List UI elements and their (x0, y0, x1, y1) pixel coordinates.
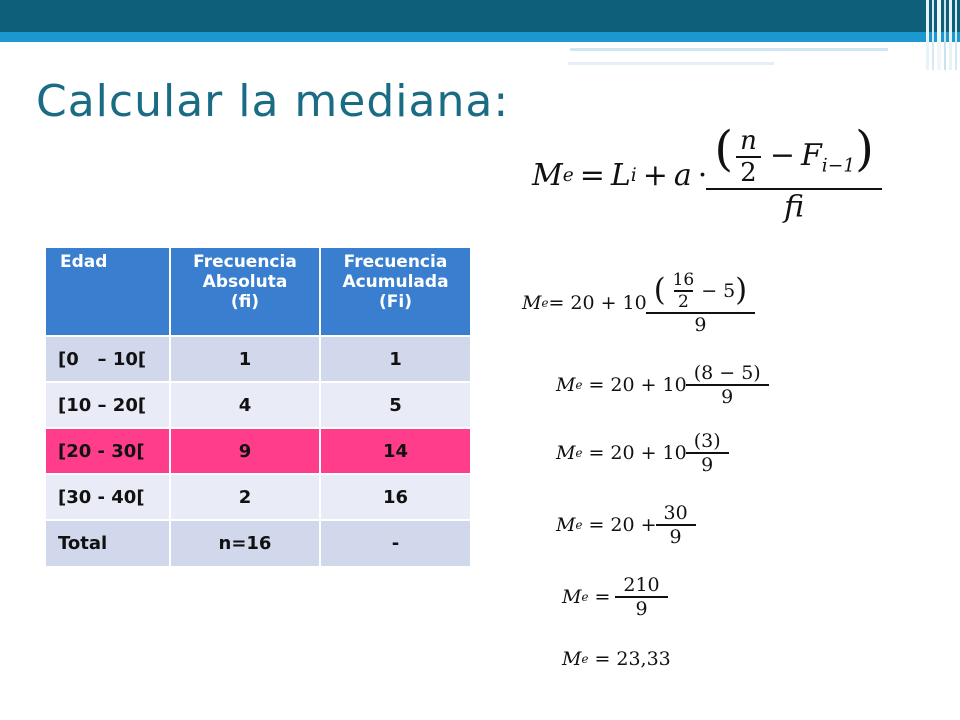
cell-fi: 4 (170, 382, 320, 428)
cell-Fi: 14 (320, 428, 471, 474)
cell-edad: [10 – 20[ (46, 382, 170, 428)
cell-edad: [30 - 40[ (46, 474, 170, 520)
frequency-table (46, 248, 472, 566)
formula-number: 16 (672, 270, 695, 290)
cell-Fi: 16 (320, 474, 471, 520)
formula-symbol: M (562, 586, 582, 608)
formula-denominator: 9 (656, 524, 696, 548)
formula-step-2 (556, 362, 768, 408)
formula-numerator: (8 − 5) (693, 362, 761, 384)
formula-fraction (619, 574, 663, 620)
cell-fi: 2 (170, 474, 320, 520)
formula-denominator: 9 (686, 452, 729, 476)
formula-operator: − (769, 138, 795, 173)
header-edad (46, 248, 170, 336)
formula-fraction (690, 362, 765, 408)
formula-text: 20 + 10 (570, 292, 647, 314)
table-row (46, 336, 471, 382)
formula-operator: = (588, 442, 605, 464)
formula-subscript: e (575, 446, 583, 460)
formula-subscript: i−1 (821, 155, 856, 177)
formula-step-5 (562, 574, 667, 620)
cell-Fi: 5 (320, 382, 471, 428)
formula-operator: · (697, 158, 708, 193)
formula-symbol: L (610, 158, 631, 193)
formula-denominator: fi (706, 188, 882, 225)
formula-step-1 (522, 270, 754, 336)
cell-edad: [20 - 30[ (46, 428, 170, 474)
header-text: Absoluta (202, 272, 288, 292)
slide-title: Calcular la mediana: (36, 76, 510, 127)
table-row-highlighted (46, 428, 471, 474)
formula-symbol: M (522, 292, 542, 314)
formula-subscript: e (575, 518, 583, 532)
formula-subscript: i (630, 165, 637, 186)
formula-text: 20 + (610, 514, 657, 536)
formula-subscript: e (581, 652, 589, 666)
cell-edad: Total (46, 520, 170, 566)
formula-text: 20 + 10 (610, 374, 687, 396)
table-row-total (46, 520, 471, 566)
cell-edad: [0 – 10[ (46, 336, 170, 382)
header-accent-line (570, 48, 888, 51)
header-frecuencia-acumulada (320, 248, 471, 336)
formula-numerator: ( $\frac{n}{2}$ − $F_{i-1}$) (714, 121, 874, 188)
formula-fraction (650, 270, 751, 336)
header-text: (fi) (230, 292, 260, 312)
formula-numerator: (3) (693, 430, 721, 452)
formula-subscript: e (562, 165, 574, 186)
median-result-value: 23,33 (616, 648, 671, 670)
formula-denominator: 9 (686, 384, 769, 408)
formula-step-4 (556, 502, 695, 548)
formula-operator: = (594, 586, 611, 608)
formula-subscript: e (541, 296, 549, 310)
table-row (46, 382, 471, 428)
header-frecuencia-absoluta (170, 248, 320, 336)
table-header-row (46, 248, 471, 336)
formula-symbol: M (532, 158, 563, 193)
formula-operator: = (594, 648, 611, 670)
formula-number: 2 (736, 156, 761, 188)
formula-symbol: M (556, 374, 576, 396)
header-band-dark (0, 0, 960, 32)
formula-subscript: e (575, 378, 583, 392)
header-text: Frecuencia (343, 252, 448, 272)
formula-text: − 5 (701, 280, 736, 302)
formula-numerator: 210 (623, 574, 660, 596)
formula-fraction (690, 430, 725, 476)
formula-symbol: M (562, 648, 582, 670)
formula-symbol: M (556, 442, 576, 464)
header-band-light (0, 32, 960, 42)
formula-operator: + (642, 158, 668, 193)
formula-subscript: e (581, 590, 589, 604)
formula-fraction (660, 502, 692, 548)
formula-numerator: ( $\frac{16}{2}$ − 5 ) (653, 270, 748, 312)
cell-fi: 1 (170, 336, 320, 382)
header-text: Edad (60, 252, 108, 272)
formula-denominator: 9 (615, 596, 667, 620)
formula-numerator: 30 (663, 502, 688, 524)
formula-symbol: n (740, 126, 757, 156)
header-accent-line-short (568, 62, 774, 65)
cell-Fi: 1 (320, 336, 471, 382)
cell-Fi: - (320, 520, 471, 566)
cell-fi: 9 (170, 428, 320, 474)
formula-operator: = (588, 374, 605, 396)
formula-symbol: F (800, 138, 822, 173)
formula-operator: = (548, 292, 565, 314)
header-text: (Fi) (379, 292, 412, 312)
formula-operator: = (579, 158, 605, 193)
formula-operator: = (588, 514, 605, 536)
formula-denominator: 9 (646, 312, 755, 336)
header-vertical-stripes (924, 0, 960, 70)
header-text: Frecuencia (193, 252, 297, 272)
formula-step-3 (556, 430, 728, 476)
cell-fi: n=16 (170, 520, 320, 566)
table-row (46, 474, 471, 520)
formula-result (562, 648, 671, 670)
header-text: Acumulada (342, 272, 449, 292)
formula-symbol: M (556, 514, 576, 536)
formula-number: 2 (674, 290, 693, 312)
median-formula (532, 121, 881, 225)
formula-symbol: a (673, 158, 692, 193)
formula-fraction (710, 121, 878, 225)
formula-text: 20 + 10 (610, 442, 687, 464)
